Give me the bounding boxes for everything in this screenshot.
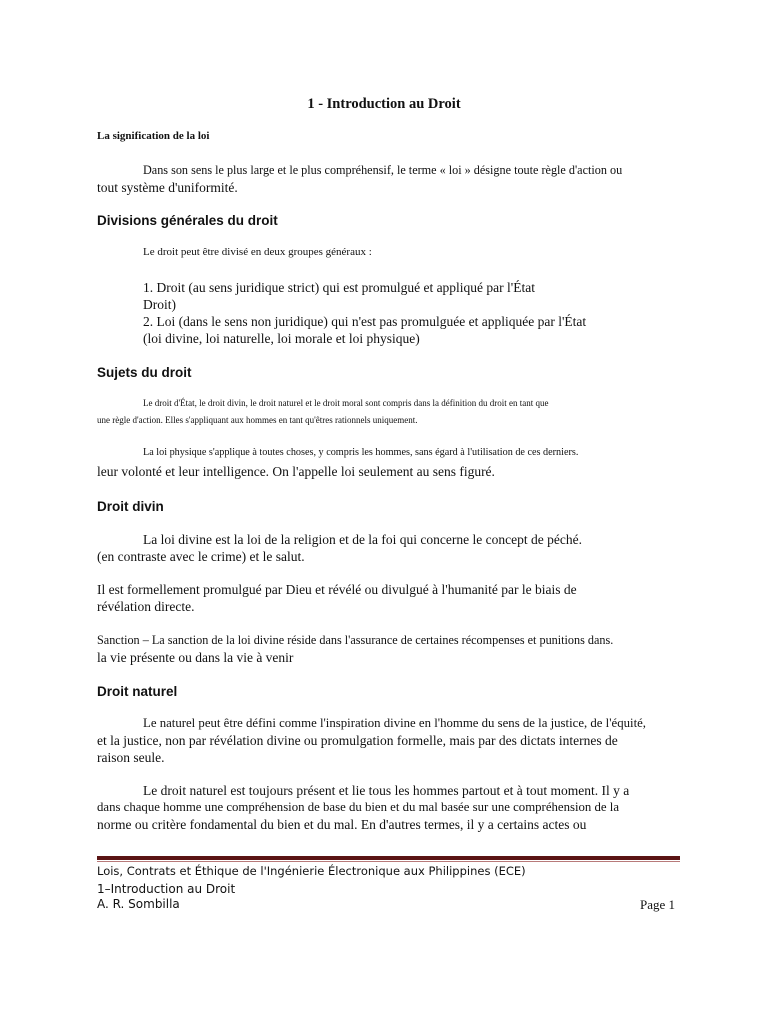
paragraph-line: raison seule. <box>97 750 165 765</box>
paragraph-line: révélation directe. <box>97 599 195 614</box>
heading-droit-divin: Droit divin <box>97 499 164 514</box>
heading-sujets: Sujets du droit <box>97 365 192 380</box>
paragraph-line: Le droit naturel est toujours présent et lie tous les hommes partout et à tout moment. Il y a <box>143 783 630 798</box>
page-number: Page 1 <box>640 897 676 912</box>
list-item-continuation: (loi divine, loi naturelle, loi morale et loi physique) <box>143 331 420 346</box>
paragraph-line: Dans son sens le plus large et le plus compréhensif, le terme « loi » désigne toute règle d'action ou <box>143 163 623 177</box>
paragraph-line: une règle d'action. Elles s'appliquant aux hommes en tant qu'êtres rationnels uniquement. <box>97 415 418 425</box>
page-title: 1 - Introduction au Droit <box>307 96 461 112</box>
footer-course: Lois, Contrats et Éthique de l'Ingénierie Électronique aux Philippines (ECE) <box>97 864 526 878</box>
list-item-continuation: Droit) <box>143 297 176 312</box>
footer-chapter: 1–Introduction au Droit <box>97 882 236 896</box>
paragraph-line: La loi divine est la loi de la religion et de la foi qui concerne le concept de péché. <box>143 532 582 547</box>
paragraph-line: Le droit peut être divisé en deux groupes généraux : <box>143 246 372 258</box>
footer-rule-thick <box>97 856 680 860</box>
heading-droit-naturel: Droit naturel <box>97 684 178 699</box>
footer-rule-thin <box>97 861 680 862</box>
paragraph-line: dans chaque homme une compréhension de base du bien et du mal basée sur une compréhension de la <box>97 800 620 814</box>
paragraph-line: Sanction – La sanction de la loi divine réside dans l'assurance de certaines récompenses et punitions dans. <box>97 633 614 647</box>
paragraph-line: et la justice, non par révélation divine ou promulgation formelle, mais par des dictats internes de <box>97 733 618 748</box>
heading-divisions: Divisions générales du droit <box>97 213 278 228</box>
paragraph-line: Le naturel peut être défini comme l'inspiration divine en l'homme du sens de la justice, de l'équité, <box>143 716 647 730</box>
subheading-signification: La signification de la loi <box>97 130 210 142</box>
footer-author: A. R. Sombilla <box>97 897 180 911</box>
paragraph-line: leur volonté et leur intelligence. On l'appelle loi seulement au sens figuré. <box>97 464 495 479</box>
paragraph-line: Le droit d'État, le droit divin, le droit naturel et le droit moral sont compris dans la définition du droit en tant que <box>143 398 549 408</box>
paragraph-line: Il est formellement promulgué par Dieu et révélé ou divulgué à l'humanité par le biais de <box>97 582 577 597</box>
paragraph-line: la vie présente ou dans la vie à venir <box>97 650 294 665</box>
paragraph-line: (en contraste avec le crime) et le salut. <box>97 549 305 564</box>
list-item: 2. Loi (dans le sens non juridique) qui n'est pas promulguée et appliquée par l'État <box>143 314 587 329</box>
paragraph-line: norme ou critère fondamental du bien et du mal. En d'autres termes, il y a certains actes ou <box>97 817 587 832</box>
paragraph-line: La loi physique s'applique à toutes choses, y compris les hommes, sans égard à l'utilisation de ces derniers. <box>143 447 579 458</box>
list-item: 1. Droit (au sens juridique strict) qui est promulgué et appliqué par l'État <box>143 280 535 295</box>
paragraph-line: tout système d'uniformité. <box>97 180 238 195</box>
